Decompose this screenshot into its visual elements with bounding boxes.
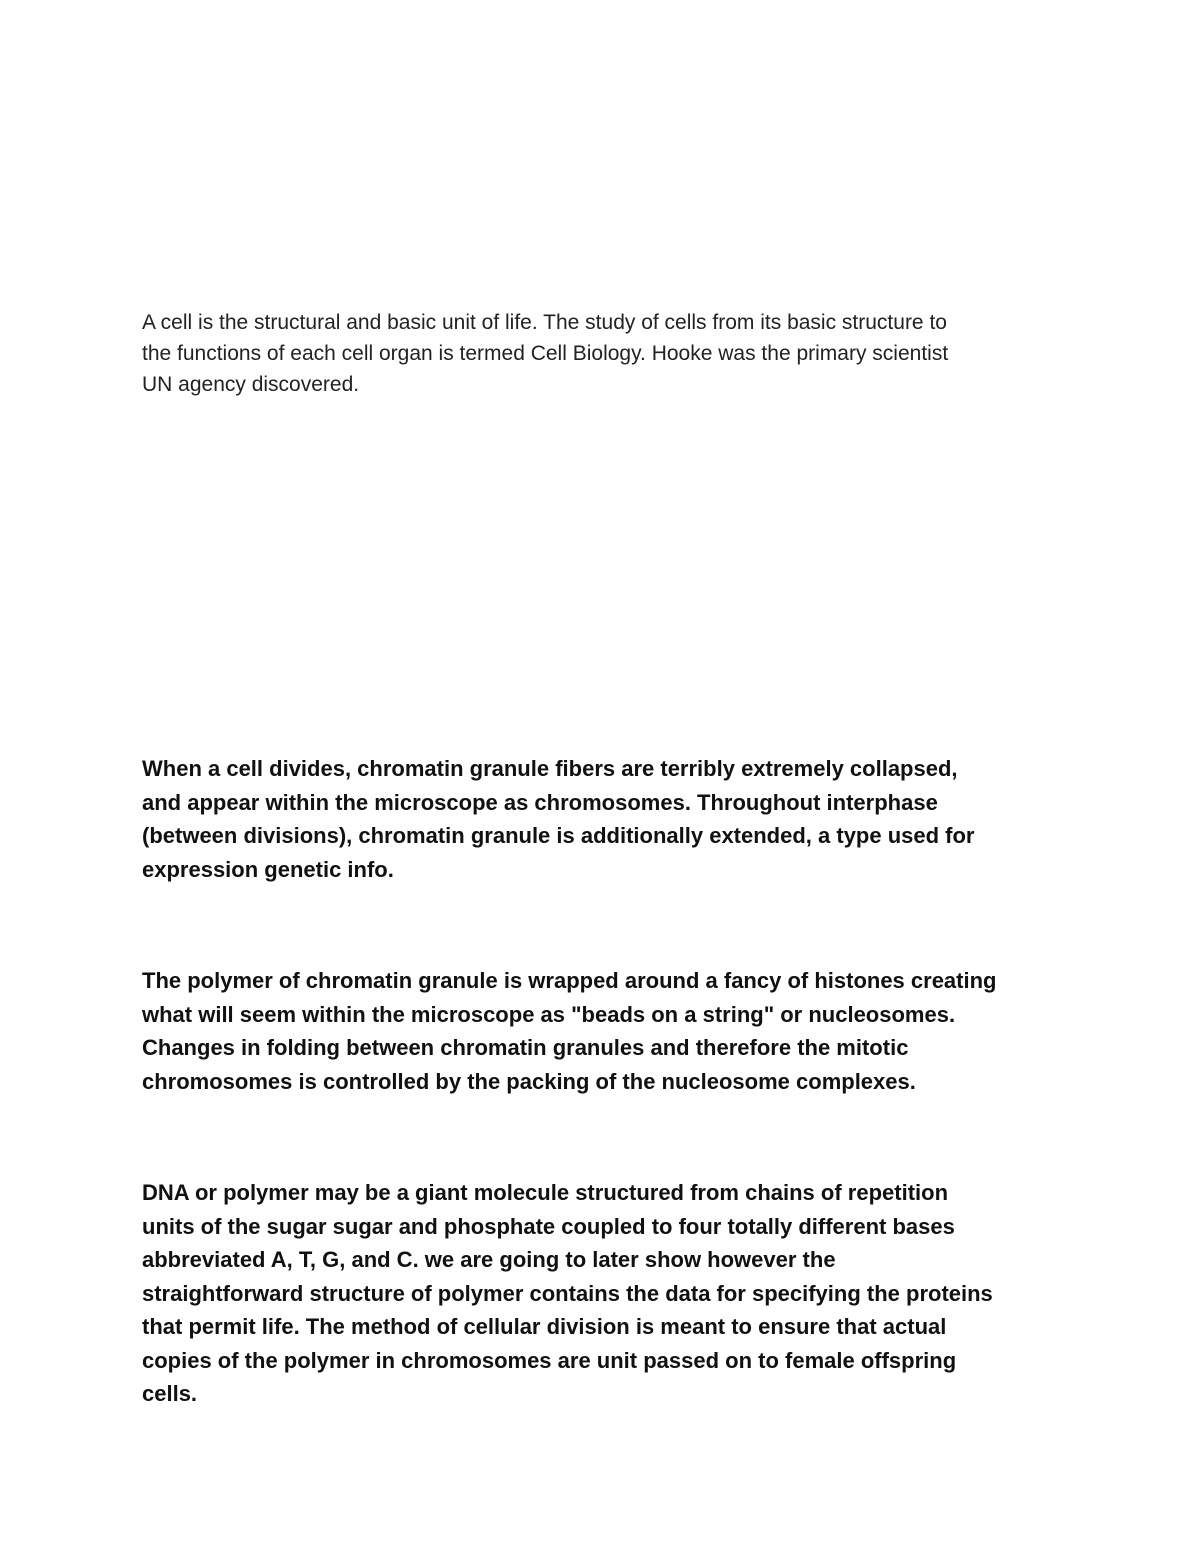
paragraph-cell-division: When a cell divides, chromatin granule fibers are terribly extremely collapsed, and appear within the microscope as chromosomes. Throughout interphase (between divisions), chromatin granule is additionally extended, a type used for expression genetic info. [142, 756, 975, 882]
paragraph-chromatin-histones: The polymer of chromatin granule is wrapped around a fancy of histones creating what will seem within the microscope as "beads on a string" or nucleosomes. Changes in folding between chromatin granules and therefore the mitotic chromosomes is controlled by the packing of the nucleosome complexes. [142, 968, 997, 1094]
paragraph-cell-definition: A cell is the structural and basic unit of life. The study of cells from its basic structure to the functions of each cell organ is termed Cell Biology. Hooke was the primary scientist UN agency discovered. [142, 311, 949, 396]
paragraph-dna-structure: DNA or polymer may be a giant molecule structured from chains of repetition units of the sugar sugar and phosphate coupled to four totally different bases abbreviated A, T, G, and C. we are going to later show however the straightforward structure of polymer contains the data for specifying the proteins that permit life. The method of cellular division is meant to ensure that actual copies of the polymer in chromosomes are unit passed on to female offspring cells. [142, 1180, 993, 1406]
